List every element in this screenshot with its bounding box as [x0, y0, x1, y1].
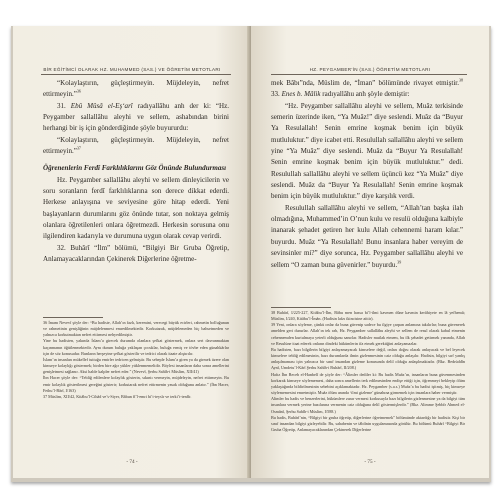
- footnote: Alimler bu hadis ve benzerlerini, hükümlere zarar vermesi korkusuyla bazı bilgilerin gizlenmesine ya da bilgiyi tüm insanlara vermek yerine bazılarına vermenin caiz olduğuna delil göstermişlerdir.” (Bkz. Alimme Şebbîr Ahmed el-Osmânî, Şerhu Sahîh-i Müslim, I/588.): [271, 396, 465, 414]
- section-heading: Öğrenenlerin Ferdî Farklılıklarını Göz Önünde Bulundurması: [43, 164, 227, 173]
- footnote-rule: [43, 317, 103, 318]
- hadith-number: 31.: [57, 101, 66, 110]
- footnote: İbn Hacer şöyle der: “Tebliğ edilenlere kolaylık gösterin, sıkıntı vermeyin, müjdeleyin, nefret ettirmeyin. Bu emir kolaylık gösterilmesi gereğini gösterir; korkutarak nefret ettirmenin yasak olduğunu anlatır.” (İbn Hacer, Fethu’l-Bârî, I/163): [43, 375, 229, 393]
- hadith-number: 32. Buhârî “İlm” bölümü,: [57, 243, 139, 252]
- page-number: - 74 -: [126, 459, 138, 465]
- footnote: Bu hadis, Buhârî’nin, “Bilgiyi bir gruba öğretip, diğerlerine öğretmemek” bölümünde aktardığı bir hadistir. Kişi bir sınıf insandan bilgiyi gizleyebilir. Bu, sahabenin ve tâbiînin uygulamasında görülür. Bu bölümü Buhârî “Bilgiyi Bir Gruba Öğretip, Anlamayacaklarından Çekinerek Diğerlerine: [271, 414, 465, 432]
- body-text: mek Bâbı”nda, Müslim de, “İman” bölümünde rivayet etmiştir.: [271, 79, 459, 87]
- right-running-head: HZ. PEYGAMBER’İN (SAS.) ÖĞRETİM METOTLARI: [309, 67, 431, 72]
- quote-paragraph: [43, 135, 229, 158]
- right-body: [271, 78, 463, 271]
- footnote: Bu hadisten, bazı bilgilerin bilgiyi anlayamayacak kimselere değil, onları doğru olarak anlayacak ve bel leyecek kimselere tebliğ edilmesinin, bazı durumlarda ilmin gizlenmesinin caiz olduğu anlaşılır. Hadisin, bilgiyi sırf yanlış anlaşılmaması için yalnızca bir sınıf insandan gizleme konusunda delil olduğu anlaşılmaktadır. (Bkz. Bedrüddîn Aynî, Umdetu’l-Kârî Şerhu Sahîh-i Buhârî, II/208.): [271, 346, 465, 371]
- open-book: [11, 26, 491, 482]
- right-page: [251, 26, 489, 478]
- footnote: 38 Buhârî, I/225-227, Kitâbu’l-İlm, Bâbu men hassa bi’l-ilmi kavmen dûne kavmin kerâhiyete en lâ yefhemû; Müslim, I/240, Kitâbu’l-Îmân. (Hadisin lafzı ikincisine aittir).: [271, 310, 465, 322]
- left-body: [43, 78, 229, 266]
- narrator-name: Enes b. Mâlik: [281, 90, 321, 99]
- hadith-paragraph: [43, 243, 229, 266]
- quote-text: “Kolaylaştırın, güçleştirmeyin. Müjdeleyin, nefret ettirmeyin.”: [43, 135, 229, 156]
- body-paragraph: Hz. Peygamber sallallâhu aleyhi ve sellem dinleyicilerin ve soru soranların ferdî farklılıklarına son derece dikkat ederdi. Herkese anlayışına ve seviyesine göre hitap ederdi. Yeni başlayanların durumlarını göz önünde tutar, son noktaya gelmiş olanlara öğretilenleri onlara öğretmezdi. Herkesin sorusuna onu ilgilendiren kadarıyla ve durumuna uygun olarak cevap verirdi.: [43, 175, 229, 241]
- hadith-text: Resulullah sallallâhu aleyhi ve sellem, “Allah’tan başka ilah olmadığına, Muhammed’in O’nun kulu ve resulü olduğuna kalbiyle inanarak şehadet getiren her kulu Allah cehennemi haram kılar.” buyurdu. Muâz “Ya Resulallah! Bunu insanlara haber vereyim de sevinsinler mi?” diye sorunca, Hz. Peygamber sallallâhu aleyhi ve sellem “O zaman buna güvenirler.” buyurdu.: [271, 203, 463, 269]
- footnote-ref: 37: [76, 145, 81, 151]
- hadith-number: 33.: [271, 90, 280, 99]
- footnote: 39 Yeni, onlara söyleme, çünkü onlar da buna güvenip sadece bu ilgiye çarpan anlamına takılırlar; buna güvenerek amelden geri dururlar. Allah’ın tek rab, Hz. Peygamber sallallâhu aleyhi ve sellem de resul olarak kabul etmenin cehennemden kurtulmaya yeterli olduğunu sanırlar. Hadisler mutlak etmem, bu ilk şehadet getirmek yanında, Allah ve Resulüne itaat ederek onların dindeki hükümlerin ifa etmek gerektiğini anlayamazlar.: [271, 322, 465, 346]
- footnote: İslam’ın insanları mükellef tuttuğu emirler tedricen gelmiştir. Bu sebeple İslam’a giren ya da girmek üzere olan kimseye kolaylığı göstermek; birden bire ağır yükler yüklenmemelidir. Böylesi insanların daha sonra amellerini genişletmesi sağlanır. Aksi halde kalpler nefret eder.” (Nevevî, Şerhu Sahîh-i Müslim, XII/41): [43, 356, 229, 375]
- hadith-text: radıyallâhu anh şöyle demiştir:: [322, 90, 410, 99]
- footnote: Hafız İbn Receb el-Hanbelî de şöyle der: “Âlimler dediler ki: Bu hadis Muâz’ın, insanların buna güvenmesinden korkarak kimseye söylememesi, daha sonra amellerin terk edilmesinden endişe ettiği için, öğrenmeyi bekleyip ölüm yaklaştığında bildirilmesinin sebebini açıklamaktadır. Hz. Peygamber (s.a.s.) Muâz’a bu hadisi işitmiş, hiç kimseye söylememesini emretmiştir. Muâz ölüm anında ‘ilmi gizleme’ günahına girmemek için insanlara haber vermiştir.: [271, 371, 465, 396]
- footnote-ref: 38: [459, 77, 463, 83]
- hadith-paragraph: [271, 203, 463, 271]
- footnote-rule: [271, 307, 331, 308]
- left-footnotes: [43, 320, 229, 400]
- left-running-head: BİR EĞİTİMCİ OLARAK HZ. MUHAMMED (SAS.) VE ÖĞRETİM METOTLARI: [43, 67, 221, 72]
- narrator-name: Ebû Mûsâ el-Eş‘arî: [70, 101, 133, 110]
- footnote-ref: 36: [76, 89, 81, 94]
- quote-paragraph: [43, 78, 229, 101]
- hadith-text: “Bilgiyi Bir Gruba Öğretip, Anlamayacaklarından Çekinerek Diğerlerine öğretme-: [43, 243, 230, 264]
- hadith-paragraph: “Hz. Peygamber sallallâhu aleyhi ve sellem, Muâz terkisinde semerin üzerinde iken, “Ya Muâz!” diye seslendi. Muâz da “Buyur Ya Resulallah! Senin emrine koşmak benim için büyük mutluluktur.” diye icabet etti. Resulullah sallallâhu aleyhi ve sellem yine “Ya Muâz” diye seslendi. Muâz da “Buyur Ya Resulallah! Senin emrine koşmak benim için büyük mutluluktur.” dedi. Resulullah sallallâhu aleyhi ve sellem üçüncü kez “Ya Muâz” diye seslendi. Muâz da “Buyur Ya Resulallah! Senin emrine koşmak benim için büyük mutluluktur.” diye karşılık verdi.: [271, 101, 463, 201]
- hadith-text: radıyallâhu anh der ki: “Hz. Peygamber sallallâhu aleyhi ve sellem, ashabından birini herhangi bir iş için gönderdiğinde şöyle buyururdu:: [43, 101, 229, 133]
- right-header-rule: [271, 74, 467, 75]
- body-paragraph: [271, 78, 463, 101]
- footnote: 36 İmam Nevevî şöyle der: “Bu hadiste, Allah’ın fazlı, keremini, verecegi büyük ecirleri, rahmetin bolluğunun ve rahmetinin genişliğinin müjdelenmesi emredilmektedir. Korkutarak, müjdelemeden hiç bahsetmeden ve yalnızca korkutmaktan nefret ettirmesi nehyedilmiştir.: [43, 320, 229, 338]
- footnote: 37 Müslim, XII/42, Kitâbu’l-Cihâd ve’s-Siyer, Bâbun fî’l-emri bi’t-teysîr ve terki’t-tenfîr.: [43, 393, 192, 399]
- left-page: [13, 26, 251, 478]
- right-footnotes: [271, 310, 465, 433]
- left-header-rule: [41, 74, 231, 75]
- page-number: - 75 -: [364, 459, 376, 465]
- footnote: Yine bu hadisten, yakında İslam’a girecek durumda olanlara şefkat göstermek, onlara sert davranmaktan kaçınmanın öğütlenmektedir. Aynı durum buluğa yaklaşan çocuklar, buluğa ermiş ve tövbe eden günahkârlar için de söz konusudur. Bunların herşeyine şefkat gösterilir ve tedrici olarak itaate alıştırılır.: [43, 338, 229, 356]
- quote-text: “Kolaylaştırın, güçleştirmeyin. Müjdeleyin, nefret ettirmeyin.”: [43, 79, 229, 99]
- hadith-paragraph: [43, 101, 229, 135]
- footnote-ref: 39: [397, 259, 402, 265]
